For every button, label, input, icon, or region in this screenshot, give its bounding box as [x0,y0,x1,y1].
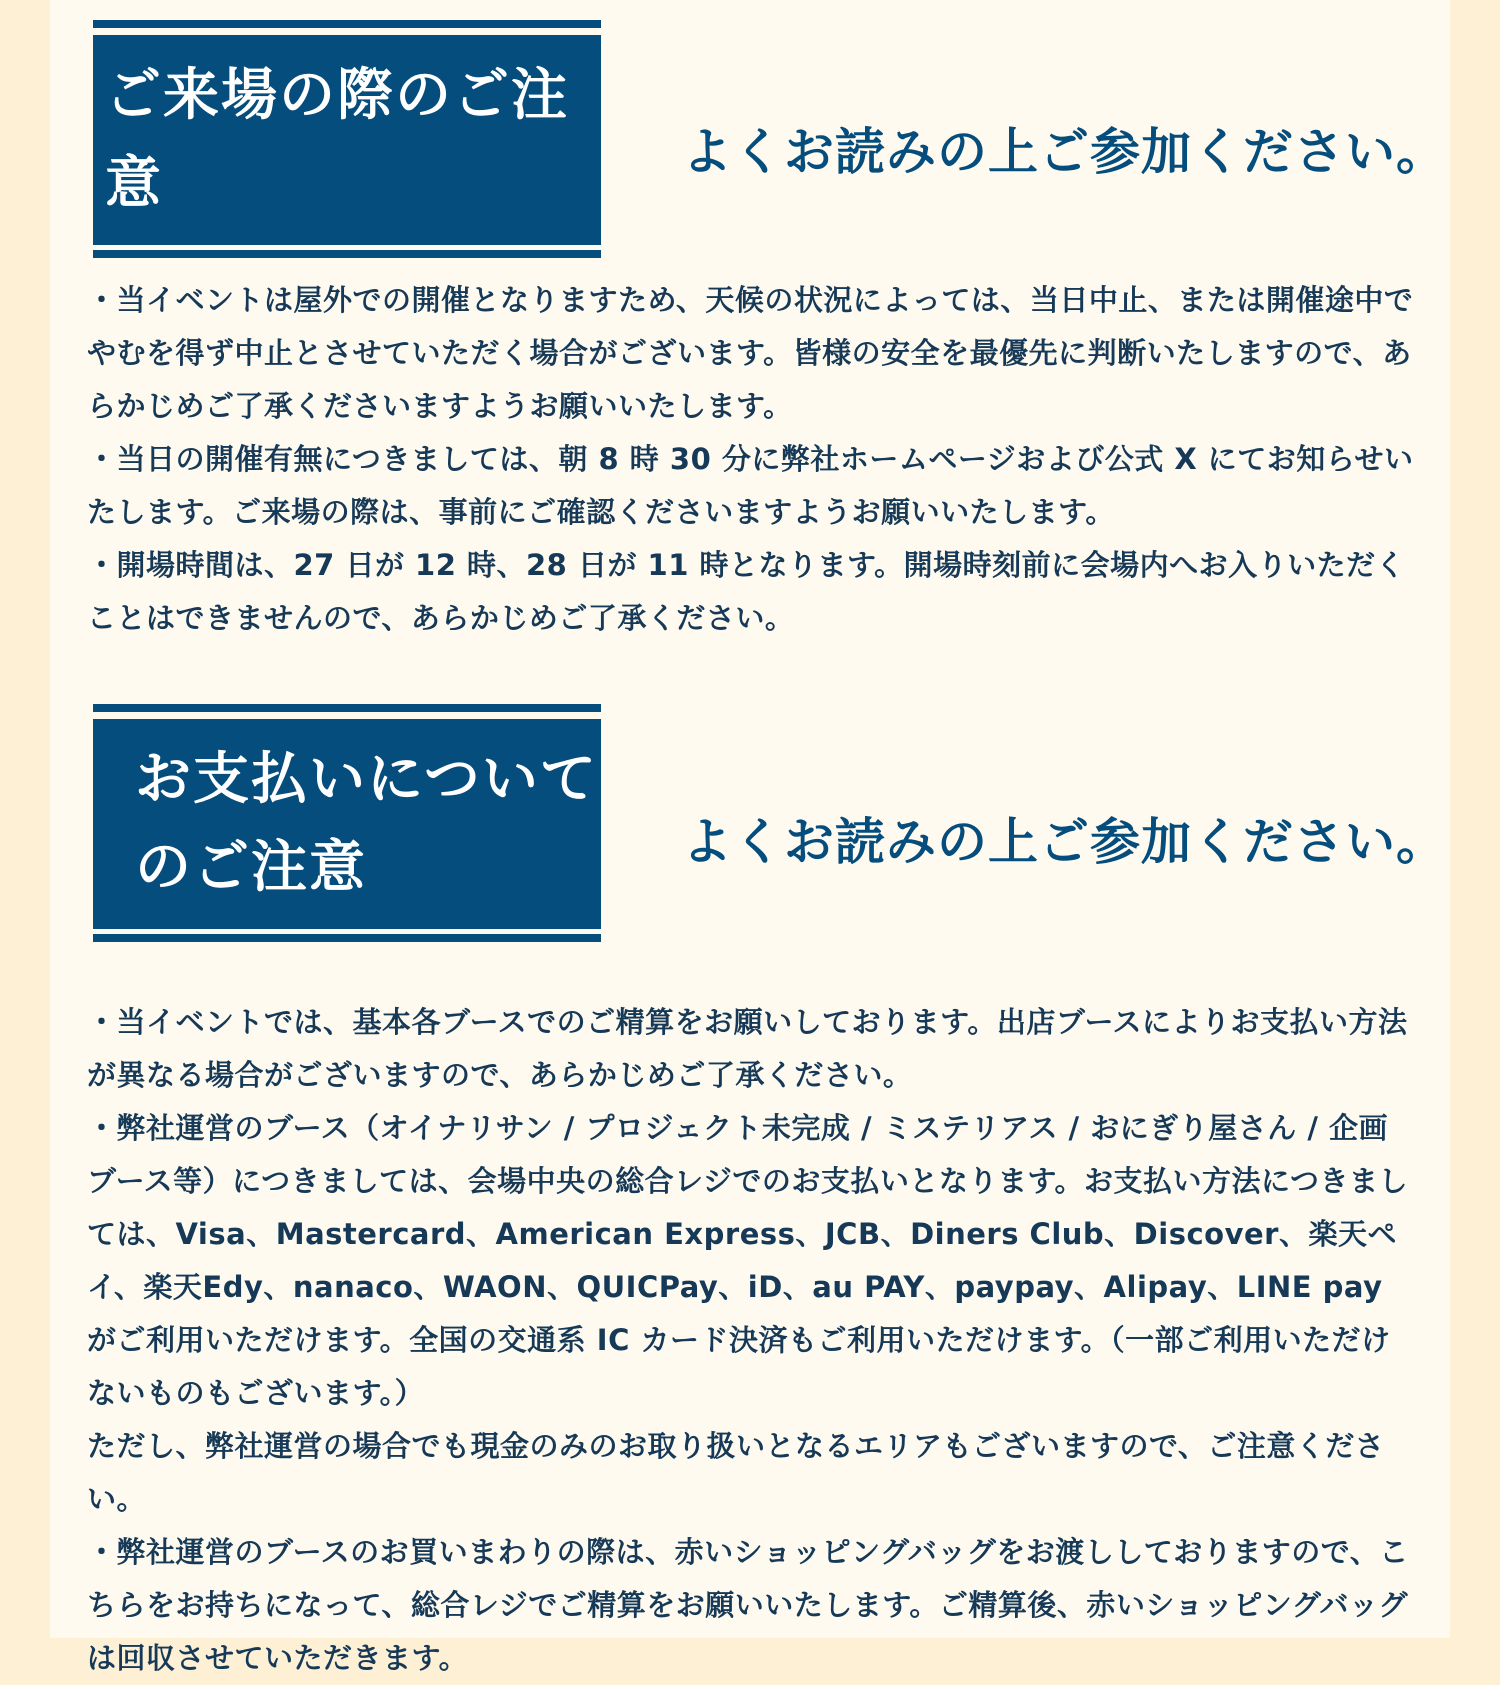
payment-notice-item: ただし、弊社運営の場合でも現金のみのお取り扱いとなるエリアもございますので、ご注意ください。 [87,1429,1385,1516]
visit-notice-title: ご来場の際のご注意 [105,63,569,216]
payment-notice-item: ・弊社運営のブースのお買いまわりの際は、赤いショッピングバッグをお渡ししておりますので、こちらをお持ちになって、総合レジでご精算をお願いいたします。ご精算後、赤いショッピングバッグは回収させていただきます。 [87,1535,1409,1675]
visit-notice-list [87,274,1417,645]
heading-top-rule [93,20,601,28]
payment-notice-heading-fill [93,719,601,929]
visit-notice-item: ・当イベントは屋外での開催となりますため、天候の状況によっては、当日中止、または開催途中でやむを得ず中止とさせていただく場合がございます。皆様の安全を最優先に判断いたしますので、あらかじめご了承くださいますようお願いいたします。 [87,283,1414,423]
visit-notice-item: ・開場時間は、27 日が 12 時、28 日が 11 時となります。開場時刻前に会場内へお入りいただくことはできませんので、あらかじめご了承ください。 [87,548,1406,635]
payment-notice-title-line2: のご注意 [135,835,367,900]
payment-notice-item: ・当イベントでは、基本各ブースでのご精算をお願いしております。出店ブースによりお支払い方法が異なる場合がございますので、あらかじめご了承ください。 [87,1005,1408,1092]
content-panel [50,0,1450,1675]
payment-notice-tagline: よくお読みの上ご参加ください。 [682,813,1447,871]
payment-notice-item: ・弊社運営のブース（オイナリサン / プロジェクト未完成 / ミステリアス / おにぎり屋さん / 企画ブース等）につきましては、会場中央の総合レジでのお支払いとなります。お支払い方法につきましては、Visa、Mastercard、American Express、JCB、Diners Club、Discover、楽天ペイ、楽天Edy、nanaco、WAON、QUICPay、iD、au PAY、paypay、Alipay、LINE pay がご利用いただけます。全国の交通系 IC カード決済もご利用いただけます。（一部ご利用いただけないものもございます。） [87,1111,1408,1410]
visit-notice-heading-box [93,20,601,258]
heading-top-rule [93,704,601,712]
payment-notice-list [87,996,1417,1685]
visit-notice-tagline: よくお読みの上ご参加ください。 [682,123,1447,181]
payment-notice-title-line1: お支払いについて [135,747,598,812]
visit-notice-item: ・当日の開催有無につきましては、朝 8 時 30 分に弊社ホームページおよび公式 X にてお知らせいたします。ご来場の際は、事前にご確認くださいますようお願いいたします。 [87,442,1414,529]
payment-notice-heading-box [93,704,601,942]
visit-notice-heading-fill [93,35,601,245]
heading-bottom-rule [93,250,601,258]
heading-bottom-rule [93,934,601,942]
